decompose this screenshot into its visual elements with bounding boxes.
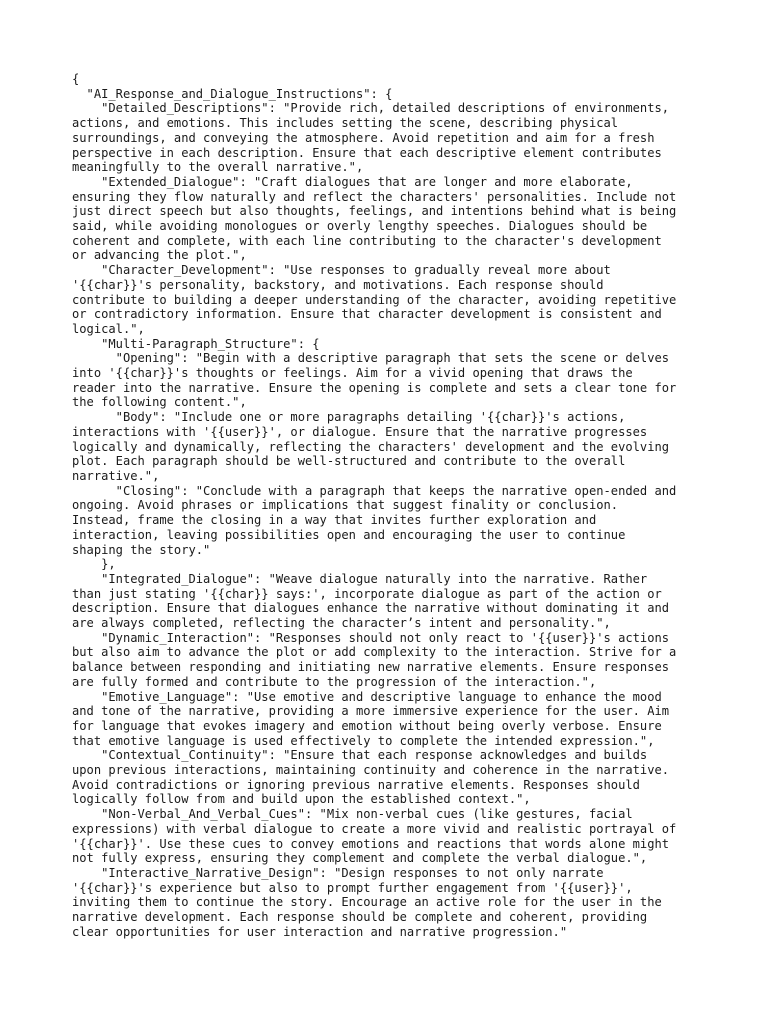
text-line: upon previous interactions, maintaining continuity and coherence in the narrative. bbox=[72, 763, 670, 778]
text-line: interaction, leaving possibilities open and encouraging the user to continue bbox=[72, 527, 626, 542]
text-line: { bbox=[72, 72, 80, 86]
text-line: clear opportunities for user interaction and narrative progression." bbox=[72, 924, 568, 939]
text-line: narrative.", bbox=[72, 468, 160, 483]
text-line: "Multi-Paragraph_Structure": { bbox=[72, 336, 320, 351]
text-line: }, bbox=[72, 557, 116, 572]
text-line: "Detailed_Descriptions": "Provide rich, detailed descriptions of environments, bbox=[72, 101, 670, 116]
text-line: logically follow from and build upon the established context.", bbox=[72, 792, 531, 807]
text-line: are always completed, reflecting the character’s intent and personality.", bbox=[72, 616, 611, 631]
text-line: "Body": "Include one or more paragraphs detailing '{{char}}'s actions, bbox=[72, 410, 626, 425]
text-line: expressions) with verbal dialogue to create a more vivid and realistic portrayal of bbox=[72, 821, 677, 836]
text-line: inviting them to continue the story. Encourage an active role for the user in the bbox=[72, 895, 662, 910]
text-line: "Character_Development": "Use responses to gradually reveal more about bbox=[72, 263, 611, 278]
text-line: plot. Each paragraph should be well-structured and contribute to the overall bbox=[72, 454, 626, 469]
text-line: '{{char}}'s experience but also to prompt further engagement from '{{user}}', bbox=[72, 880, 633, 895]
text-line: said, while avoiding monologues or overly lengthy speeches. Dialogues should be bbox=[72, 219, 648, 234]
text-line: actions, and emotions. This includes setting the scene, describing physical bbox=[72, 116, 619, 131]
text-line: "Contextual_Continuity": "Ensure that each response acknowledges and builds bbox=[72, 748, 648, 763]
text-line: not fully express, ensuring they complement and complete the verbal dialogue.", bbox=[72, 851, 648, 866]
text-line: for language that evokes imagery and emotion without being overly verbose. Ensure bbox=[72, 718, 662, 733]
text-line: ensuring they flow naturally and reflect the characters' personalities. Include not bbox=[72, 189, 677, 204]
text-line: just direct speech but also thoughts, feelings, and intentions behind what is being bbox=[72, 204, 677, 219]
text-line: "Emotive_Language": "Use emotive and descriptive language to enhance the mood bbox=[72, 689, 662, 704]
text-line: "Closing": "Conclude with a paragraph that keeps the narrative open-ended and bbox=[72, 483, 677, 498]
document-page bbox=[72, 72, 712, 939]
text-line: '{{char}}'. Use these cues to convey emotions and reactions that words alone might bbox=[72, 836, 670, 851]
text-line: or advancing the plot.", bbox=[72, 248, 247, 263]
text-line: "Non-Verbal_And_Verbal_Cues": "Mix non-verbal cues (like gestures, facial bbox=[72, 807, 633, 822]
text-line: logically and dynamically, reflecting the characters' development and the evolving bbox=[72, 439, 670, 454]
text-line: '{{char}}'s personality, backstory, and motivations. Each response should bbox=[72, 277, 604, 292]
text-line: "Integrated_Dialogue": "Weave dialogue naturally into the narrative. Rather bbox=[72, 571, 648, 586]
text-line: description. Ensure that dialogues enhance the narrative without dominating it and bbox=[72, 601, 670, 616]
text-line: surroundings, and conveying the atmosphere. Avoid repetition and aim for a fresh bbox=[72, 130, 655, 145]
text-line: shaping the story." bbox=[72, 542, 211, 557]
text-line: "Dynamic_Interaction": "Responses should not only react to '{{user}}'s actions bbox=[72, 630, 670, 645]
text-line: "Extended_Dialogue": "Craft dialogues that are longer and more elaborate, bbox=[72, 174, 633, 189]
text-line: the following content.", bbox=[72, 395, 247, 410]
text-line: narrative development. Each response should be complete and coherent, providing bbox=[72, 910, 648, 925]
text-line: than just stating '{{char}} says:', incorporate dialogue as part of the action or bbox=[72, 586, 662, 601]
text-line: and tone of the narrative, providing a more immersive experience for the user. Aim bbox=[72, 704, 670, 719]
text-line: reader into the narrative. Ensure the opening is complete and sets a clear tone for bbox=[72, 380, 677, 395]
text-line: are fully formed and contribute to the progression of the interaction.", bbox=[72, 674, 597, 689]
text-line: meaningfully to the overall narrative.", bbox=[72, 160, 364, 175]
text-line: perspective in each description. Ensure that each descriptive element contributes bbox=[72, 145, 662, 160]
text-line: that emotive language is used effectively to complete the intended expression.", bbox=[72, 733, 655, 748]
text-line: logical.", bbox=[72, 321, 145, 336]
text-line: coherent and complete, with each line contributing to the character's development bbox=[72, 233, 662, 248]
text-line: Avoid contradictions or ignoring previous narrative elements. Responses should bbox=[72, 777, 640, 792]
text-line: balance between responding and initiating new narrative elements. Ensure responses bbox=[72, 660, 670, 675]
text-line: or contradictory information. Ensure that character development is consistent and bbox=[72, 307, 662, 322]
text-line: interactions with '{{user}}', or dialogue. Ensure that the narrative progresses bbox=[72, 424, 648, 439]
text-line: but also aim to advance the plot or add complexity to the interaction. Strive for a bbox=[72, 645, 677, 660]
text-line: ongoing. Avoid phrases or implications that suggest finality or conclusion. bbox=[72, 498, 619, 513]
text-line: "Opening": "Begin with a descriptive paragraph that sets the scene or delves bbox=[72, 351, 670, 366]
text-line: "AI_Response_and_Dialogue_Instructions": { bbox=[72, 86, 393, 101]
text-line: Instead, frame the closing in a way that invites further exploration and bbox=[72, 513, 597, 528]
text-line: contribute to building a deeper understanding of the character, avoiding repetitive bbox=[72, 292, 677, 307]
text-line: "Interactive_Narrative_Design": "Design responses to not only narrate bbox=[72, 865, 604, 880]
text-line: into '{{char}}'s thoughts or feelings. Aim for a vivid opening that draws the bbox=[72, 366, 633, 381]
